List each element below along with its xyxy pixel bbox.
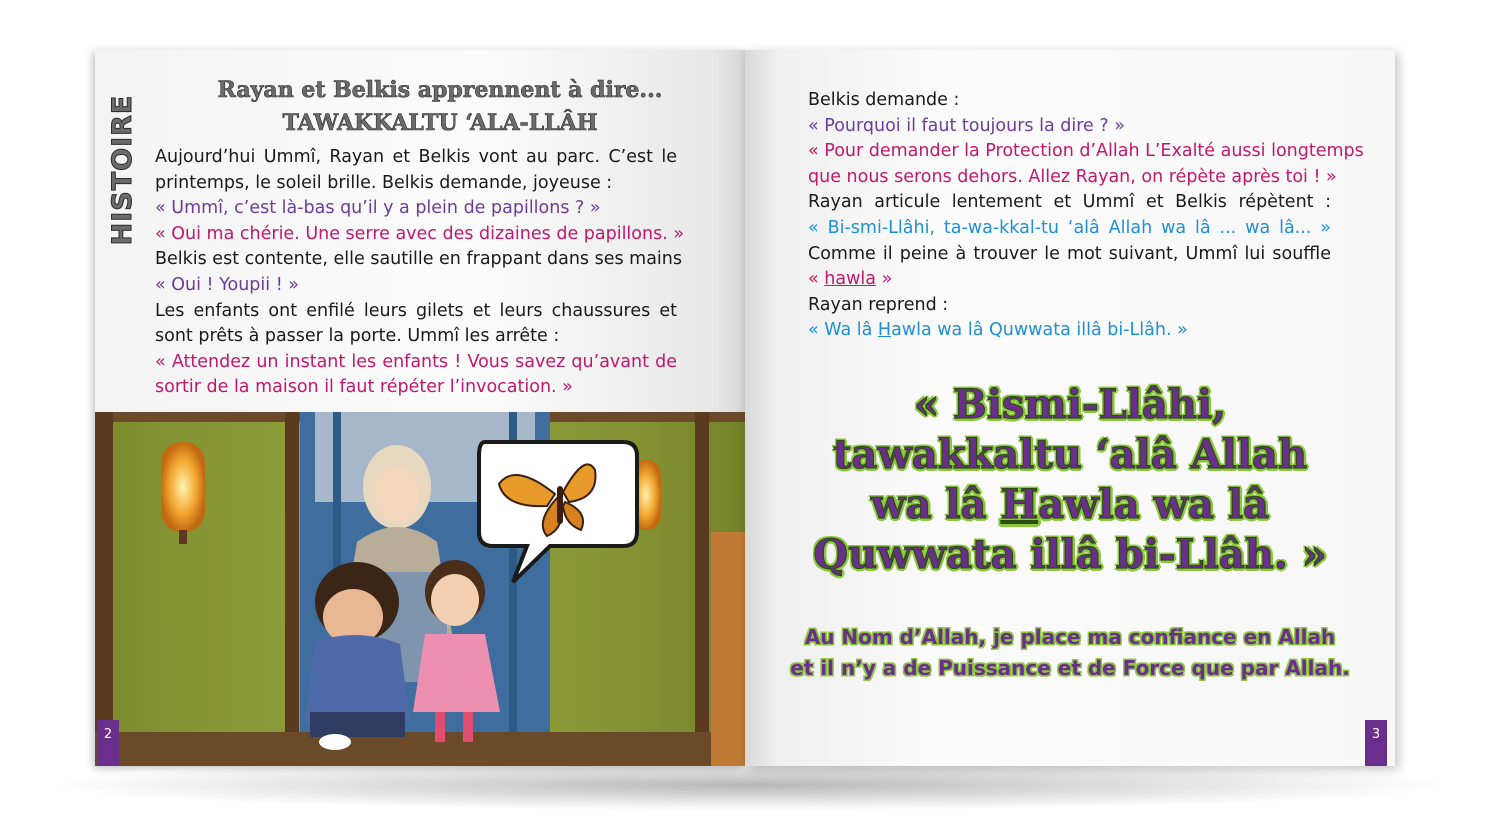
invocation-text: « Bismi-Llâhi, tawakkaltu ‘alâ Allah wa lâ Hawla wa lâ Quwwata illâ bi-Llâh. »: [813, 381, 1327, 578]
text-line: Rayan articule lentement et Ummî et Belkis répètent :: [808, 192, 1331, 213]
text-line: « hawla »: [808, 269, 893, 290]
story-line: « Attendez un instant les enfants ! Vous savez qu’avant de: [155, 351, 677, 372]
story-line: « Oui ma chérie. Une serre avec des dizaines de papillons. »: [155, 223, 685, 244]
right-page: [745, 50, 1395, 766]
story-title: Rayan et Belkis apprennent à dire...: [217, 77, 663, 103]
story-subtitle: TAWAKKALTU ‘ALA-LLÂH: [282, 110, 598, 136]
underlined-word: hawla: [824, 269, 876, 290]
story-line: « Oui ! Youpii ! »: [155, 274, 299, 295]
text-line: que nous serons dehors. Allez Rayan, on répète après toi ! »: [808, 166, 1337, 187]
story-line: printemps, le soleil brille. Belkis demande, joyeuse :: [155, 172, 613, 193]
text-line: « Bi-smi-Llâhi, ta-wa-kkal-tu ‘alâ Allah wa lâ ... wa lâ... »: [808, 217, 1331, 238]
text-line: « Pourquoi il faut toujours la dire ? »: [808, 115, 1125, 136]
open-book-spread: [95, 50, 1395, 766]
left-page: [95, 50, 745, 766]
text-line: Rayan reprend :: [808, 294, 949, 315]
page-number-right: 3: [1365, 720, 1387, 766]
invocation-translation: Au Nom d’Allah, je place ma confiance en Allah et il n’y a de Puissance et de Force que par Allah.: [790, 625, 1350, 680]
text-line: Belkis demande :: [808, 90, 960, 110]
story-line: sortir de la maison il faut répéter l’invocation. »: [155, 377, 573, 398]
story-line: Les enfants ont enfilé leurs gilets et leurs chaussures et: [155, 300, 677, 321]
story-illustration: [95, 412, 745, 766]
text-line: Comme il peine à trouver le mot suivant, Ummî lui souffle: [808, 243, 1331, 264]
page-number-left: 2: [97, 720, 119, 766]
story-line: Aujourd’hui Ummî, Rayan et Belkis vont au parc. C’est le: [155, 147, 677, 167]
right-story-text: [808, 88, 1364, 344]
text-line: « Pour demander la Protection d’Allah L’Exalté aussi longtemps: [808, 141, 1364, 162]
story-line: Belkis est contente, elle sautille en frappant dans ses mains: [155, 249, 683, 270]
book-floor-shadow: [60, 760, 1440, 810]
story-text: [155, 145, 685, 401]
text-line: « Wa lâ Hawla wa lâ Quwwata illâ bi-Llâh. »: [808, 320, 1188, 341]
story-line: sont prêts à passer la porte. Ummî les arrête :: [155, 326, 560, 347]
section-tag-vertical: HISTOIRE: [107, 94, 138, 246]
story-line: « Ummî, c’est là-bas qu’il y a plein de papillons ? »: [155, 198, 601, 219]
